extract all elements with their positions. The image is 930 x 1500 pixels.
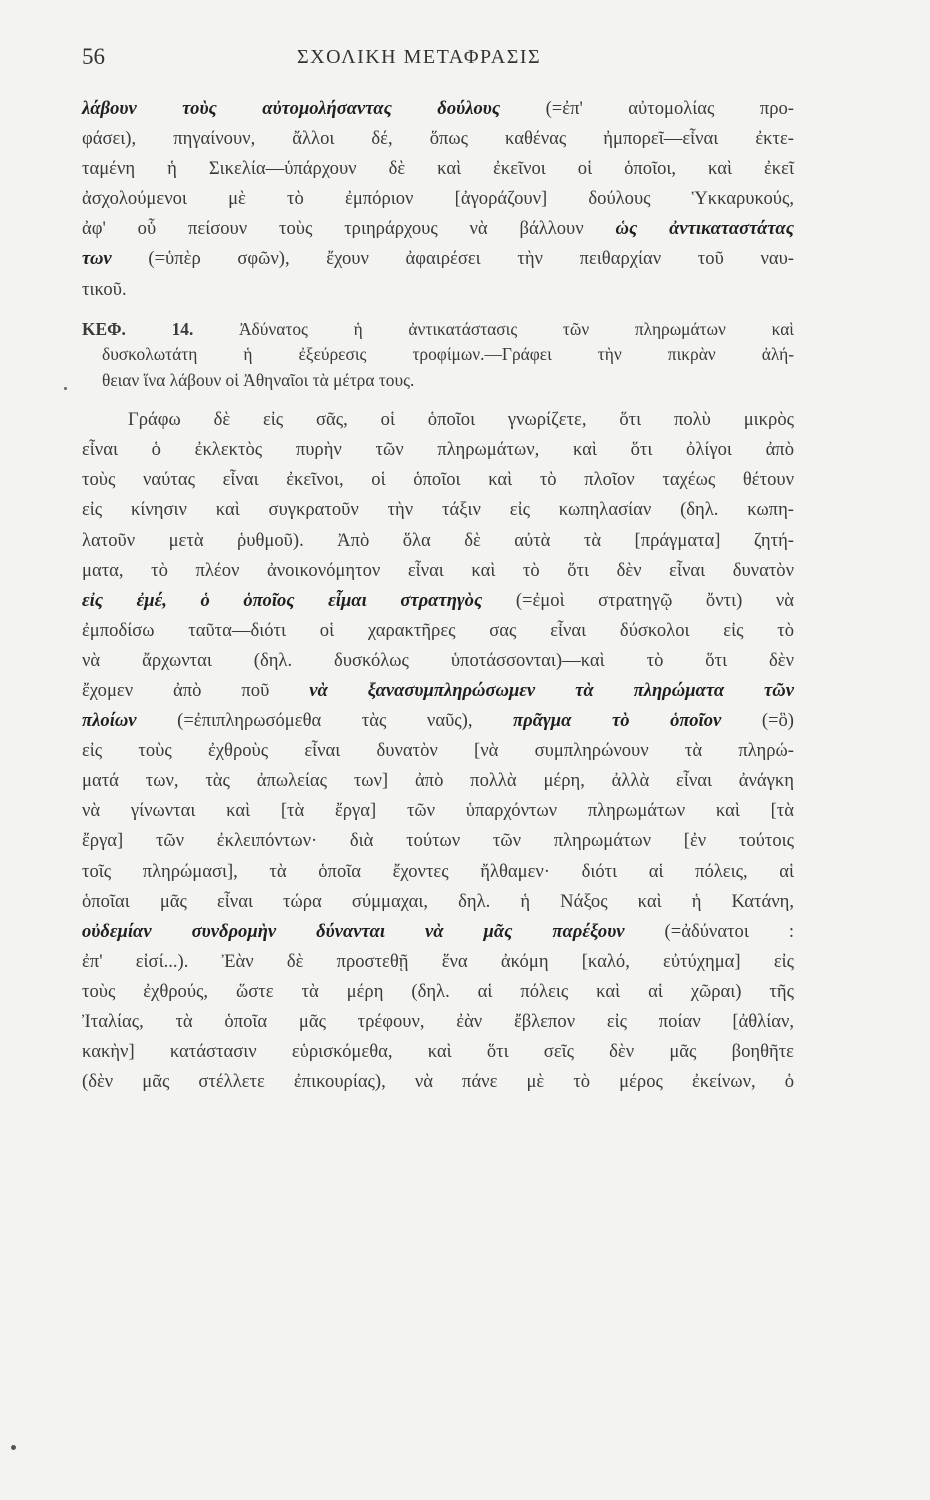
text-run: νὰ γίνωνται καὶ [τὰ ἔργα] τῶν ὑπαρχόντων πληρωμάτων καὶ [τὰ: [82, 800, 794, 822]
text-line: [82, 947, 794, 977]
text-line: [82, 94, 794, 124]
page-number: 56: [82, 44, 105, 69]
text-line: [82, 796, 794, 826]
chapter-heading: [82, 317, 794, 394]
text-line: [82, 244, 794, 274]
chapter-heading-line: [82, 317, 794, 343]
text-run: (=ἐπιπληρωσόμεθα τὰς ναῦς),: [136, 710, 514, 732]
text-run: ματά των, τὰς ἀπωλείας των] ἀπὸ πολλὰ μέρη, ἀλλὰ εἶναι ἀνάγκη: [82, 770, 794, 792]
text-run: νὰ ἄρχωνται (δηλ. δυσκόλως ὑποτάσσονται)—καὶ τὸ ὅτι δὲν: [82, 649, 794, 671]
text-run: ἔργα] τῶν ἐκλειπόντων· διὰ τούτων τῶν πληρωμάτων [ἐν τούτοις: [82, 830, 794, 852]
text-line: [82, 495, 794, 525]
text-line: [82, 405, 794, 435]
text-run: (=ἐμοὶ στρατηγῷ ὄντι) νὰ: [482, 589, 794, 611]
text-line: [82, 556, 794, 586]
text-line: [82, 1067, 794, 1097]
text-run: Ἰταλίας, τὰ ὁποῖα μᾶς τρέφουν, ἐὰν ἔβλεπον εἰς ποίαν [ἀθλίαν,: [82, 1011, 794, 1033]
running-title: ΣΧΟΛΙΚΗ ΜΕΤΑΦΡΑΣΙΣ: [297, 46, 542, 68]
text-line: [82, 917, 794, 947]
text-line: [82, 646, 794, 676]
page-body: [82, 94, 794, 1097]
text-run: εἰς κίνησιν καὶ συγκρατοῦν τὴν τάξιν εἰς κωπηλασίαν (δηλ. κωπη-: [82, 499, 794, 521]
text-run: (=ὑπὲρ σφῶν), ἔχουν ἀφαιρέσει τὴν πειθαρχίαν τοῦ ναυ-: [111, 248, 794, 270]
emphasized-phrase: οὐδεμίαν συνδρομὴν δύνανται νὰ μᾶς παρέξουν: [82, 920, 625, 942]
margin-mark: [64, 387, 67, 390]
text-line: [82, 124, 794, 154]
text-run: (=ἀδύνατοι :: [624, 920, 794, 942]
text-run: τοὺς ναύτας εἶναι ἐκεῖνοι, οἱ ὁποῖοι καὶ τὸ πλοῖον ταχέως θέτουν: [82, 469, 794, 491]
text-line: [82, 826, 794, 856]
scan-speck: [11, 1445, 16, 1450]
text-run: τοὺς ἐχθρούς, ὥστε τὰ μέρη (δηλ. αἱ πόλεις καὶ αἱ χῶραι) τῆς: [82, 980, 794, 1002]
text-line: [82, 706, 794, 736]
text-run: φάσει), πηγαίνουν, ἄλλοι δέ, ὅπως καθένας ἠμπορεῖ—εἶναι ἐκτε-: [82, 128, 794, 150]
text-run: ἀφ' οὗ πείσουν τοὺς τριηράρχους νὰ βάλλουν: [82, 218, 616, 240]
text-run: Γράφω δὲ εἰς σᾶς, οἱ ὁποῖοι γνωρίζετε, ὅτι πολὺ μικρὸς: [128, 409, 794, 431]
text-line: [82, 887, 794, 917]
text-run: (=ὃ): [721, 710, 794, 732]
text-line: [82, 1007, 794, 1037]
emphasized-phrase: νὰ ξανασυμπληρώσωμεν τὰ πληρώματα τῶν: [309, 680, 794, 701]
text-run: τοῖς πληρώμασι], τὰ ὁποῖα ἔχοντες ἤλθαμεν· διότι αἱ πόλεις, αἱ: [82, 860, 794, 882]
paragraph-continuation: [82, 94, 794, 305]
chapter-heading-line: δυσκολωτάτη ἡ ἐξεύρεσις τροφίμων.—Γράφει τὴν πικρὰν ἀλή-: [102, 344, 794, 365]
text-run: εἶναι ὁ ἐκλεκτὸς πυρὴν τῶν πληρωμάτων, καὶ ὅτι ὀλίγοι ἀπὸ: [82, 439, 794, 461]
text-line: [82, 977, 794, 1007]
text-line: [82, 736, 794, 766]
text-line: [82, 586, 794, 616]
text-line: [82, 465, 794, 495]
text-line: [82, 766, 794, 796]
text-run: ἔχομεν ἀπὸ ποῦ: [82, 680, 310, 701]
text-line: [82, 435, 794, 465]
page-header: [82, 44, 782, 74]
text-run: (δὲν μᾶς στέλλετε ἐπικουρίας), νὰ πάνε μὲ τὸ μέρος ἐκείνων, ὁ: [82, 1071, 794, 1093]
text-run: ματα, τὸ πλέον ἀνοικονόμητον εἶναι καὶ τὸ ὅτι δὲν εἶναι δυνατὸν: [82, 559, 794, 581]
emphasized-phrase: πλοίων: [82, 710, 137, 732]
emphasized-phrase: εἰς ἐμέ, ὁ ὁποῖος εἶμαι στρατηγὸς: [82, 589, 483, 611]
text-run: λατοῦν μετὰ ῥυθμοῦ). Ἀπὸ ὅλα δὲ αὐτὰ τὰ [πράγματα] ζητή-: [82, 529, 794, 551]
chapter-label: ΚΕΦ. 14.: [82, 318, 194, 339]
text-line: [82, 676, 794, 706]
text-run: εἰς τοὺς ἐχθροὺς εἶναι δυνατὸν [νὰ συμπληρώνουν τὰ πληρώ-: [82, 740, 794, 762]
emphasized-phrase: των: [82, 248, 112, 270]
paragraph-main: [82, 405, 794, 1097]
text-line: [82, 857, 794, 887]
text-line: [82, 184, 794, 214]
text-run: τικοῦ.: [82, 278, 127, 300]
text-line: [82, 214, 794, 244]
emphasized-phrase: λάβουν τοὺς αὐτομολήσαντας δούλους: [82, 98, 501, 119]
chapter-heading-line: θειαν ἵνα λάβουν οἱ Ἀθηναῖοι τὰ μέτρα τους.: [102, 369, 415, 390]
text-line: [82, 616, 794, 646]
text-run: ἀσχολούμενοι μὲ τὸ ἐμπόριον [ἀγοράζουν] δούλους Ὑκκαρυκούς,: [82, 188, 794, 210]
text-run: ταμένη ἡ Σικελία—ὑπάρχουν δὲ καὶ ἐκεῖνοι οἱ ὁποῖοι, καὶ ἐκεῖ: [82, 158, 794, 180]
text-line: [82, 526, 794, 556]
text-run: ἐμποδίσω ταῦτα—διότι οἱ χαρακτῆρες σας εἶναι δύσκολοι εἰς τὸ: [82, 619, 794, 641]
emphasized-phrase: ὡς ἀντικαταστάτας: [615, 218, 794, 240]
text-line: [82, 275, 794, 305]
emphasized-phrase: πρᾶγμα τὸ ὁποῖον: [513, 710, 722, 732]
text-run: κακὴν] κατάστασιν εὑρισκόμεθα, καὶ ὅτι σεῖς δὲν μᾶς βοηθῆτε: [82, 1041, 794, 1063]
text-run: ἐπ' εἰσί...). Ἐὰν δὲ προστεθῇ ἕνα ἀκόμη [καλό, εὐτύχημα] εἰς: [82, 950, 794, 972]
text-line: [82, 1037, 794, 1067]
text-run: ὁποῖαι μᾶς εἶναι τώρα σύμμαχαι, δηλ. ἡ Νάξος καὶ ἡ Κατάνη,: [82, 890, 794, 912]
chapter-summary: Ἀδύνατος ἡ ἀντικατάστασις τῶν πληρωμάτων καὶ: [239, 318, 794, 339]
text-line: [82, 154, 794, 184]
text-run: (=ἐπ' αὐτομολίας προ-: [500, 98, 794, 119]
